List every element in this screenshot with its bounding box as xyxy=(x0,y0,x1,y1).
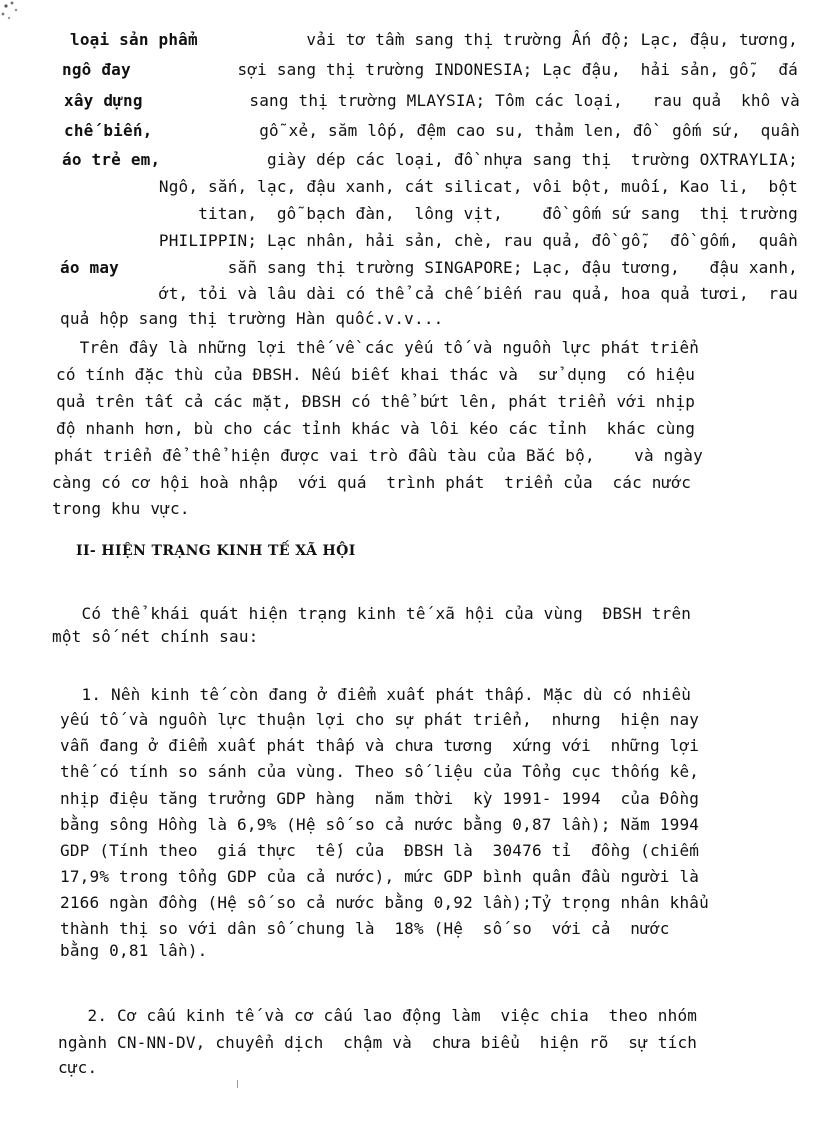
text-line: độ nhanh hơn, bù cho các tỉnh khác và lôi kéo các tỉnh khác cùng xyxy=(56,419,696,438)
text-line-lead: áo may xyxy=(60,258,119,277)
text-line: quả trên tất cả các mặt, ĐBSH có thể bứt lên, phát triển với nhịp xyxy=(56,392,696,411)
text-line-rest: sang thị trường MLAYSIA; Tôm các loại, rau quả khô và xyxy=(249,91,800,110)
text-line: một số nét chính sau: xyxy=(52,627,259,646)
text-line: càng có cơ hội hoà nhập với quá trình phát triển của các nước xyxy=(52,473,692,492)
scan-speck-mark xyxy=(0,0,22,26)
text-line-rest: ớt, tỏi và lâu dài có thể cả chế biến rau quả, hoa quả tươi, rau xyxy=(158,284,798,303)
text-line-rest: Ngô, sắn, lạc, đậu xanh, cát silicat, vôi bột, muối, Kao li, bột xyxy=(158,177,798,196)
text-line-rest: sẵn sang thị trường SINGAPORE; Lạc, đậu tương, đậu xanh, xyxy=(227,258,798,277)
text-line-lead: xây dựng xyxy=(64,91,143,110)
text-line-rest: vải tơ tầm sang thị trường Ấn độ; Lạc, đậu, tương, xyxy=(306,30,798,49)
text-line: cực. xyxy=(58,1058,98,1077)
text-line: bằng sông Hồng là 6,9% (Hệ số so cả nước bằng 0,87 lần); Năm 1994 xyxy=(60,815,700,834)
text-line-lead: chế biến, xyxy=(64,121,153,140)
text-line: ngành CN-NN-DV, chuyển dịch chậm và chưa biểu hiện rõ sự tích xyxy=(58,1033,698,1052)
text-line-rest: gỗ xẻ, săm lốp, đệm cao su, thảm len, đồ gốm sứ, quần xyxy=(259,121,800,140)
text-line xyxy=(70,30,798,50)
text-line xyxy=(60,309,443,329)
text-line-lead: ngô đay xyxy=(62,60,131,79)
text-line xyxy=(60,204,798,224)
section-heading: II- HIỆN TRẠNG KINH TẾ XÃ HỘI xyxy=(76,543,356,559)
text-line xyxy=(60,258,798,278)
text-line xyxy=(64,91,800,111)
text-line-rest: PHILIPPIN; Lạc nhân, hải sản, chè, rau quả, đồ gỗ, đồ gốm, quần xyxy=(158,231,798,250)
text-line xyxy=(64,121,800,141)
text-line-lead: áo trẻ em, xyxy=(62,150,161,169)
text-line: 2. Cơ cấu kinh tế và cơ cấu lao động làm việc chia theo nhóm xyxy=(58,1006,698,1025)
text-line: 1. Nền kinh tế còn đang ở điểm xuất phát thấp. Mặc dù có nhiều xyxy=(52,685,692,704)
text-line: thành thị so với dân số chung là 18% (Hệ số so với cả nước xyxy=(60,919,670,938)
text-line-rest: quả hộp sang thị trường Hàn quốc.v.v... xyxy=(60,309,444,328)
text-line: nhịp điệu tăng trưởng GDP hàng năm thời kỳ 1991- 1994 của Đồng xyxy=(60,789,700,808)
text-line: GDP (Tính theo giá thực tế) của ĐBSH là 30476 tỉ đồng (chiếm xyxy=(60,841,700,860)
scan-artifact-mark xyxy=(237,1080,238,1088)
text-line: Trên đây là những lợi thế về các yếu tố và nguồn lực phát triển xyxy=(60,338,700,357)
text-line xyxy=(62,60,798,80)
text-line: có tính đặc thù của ĐBSH. Nếu biết khai thác và sử dụng có hiệu xyxy=(56,365,696,384)
text-line xyxy=(60,231,798,251)
text-line: trong khu vực. xyxy=(52,499,190,518)
text-line-rest: sợi sang thị trường INDONESIA; Lạc đậu, hải sản, gỗ, đá xyxy=(237,60,798,79)
text-line: 17,9% trong tổng GDP của cả nước), mức GDP bình quân đầu người là xyxy=(60,867,700,886)
text-line: Có thể khái quát hiện trạng kinh tế xã hội của vùng ĐBSH trên xyxy=(52,604,692,623)
text-line-rest: giày dép các loại, đồ nhựa sang thị trường OXTRAYLIA; xyxy=(267,150,798,169)
text-line: thế có tính so sánh của vùng. Theo số liệu của Tổng cục thống kê, xyxy=(60,762,700,781)
text-line: 2166 ngàn đồng (Hệ số so cả nước bằng 0,92 lần);Tỷ trọng nhân khẩu xyxy=(60,893,709,912)
text-line: yếu tố và nguồn lực thuận lợi cho sự phát triển, nhưng hiện nay xyxy=(60,710,700,729)
text-line xyxy=(60,284,798,304)
text-line: bằng 0,81 lần). xyxy=(60,941,208,960)
text-line-rest: titan, gỗ bạch đàn, lông vịt, đồ gốm sứ sang thị trường xyxy=(198,204,798,223)
text-line: phát triển để thể hiện được vai trò đầu tàu của Bắc bộ, và ngày xyxy=(54,446,703,465)
text-line xyxy=(62,150,798,170)
text-line-lead: loại sản phẩm xyxy=(70,30,198,49)
text-line xyxy=(60,177,798,197)
text-line: vẫn đang ở điểm xuất phát thấp và chưa tương xứng với những lợi xyxy=(60,736,700,755)
